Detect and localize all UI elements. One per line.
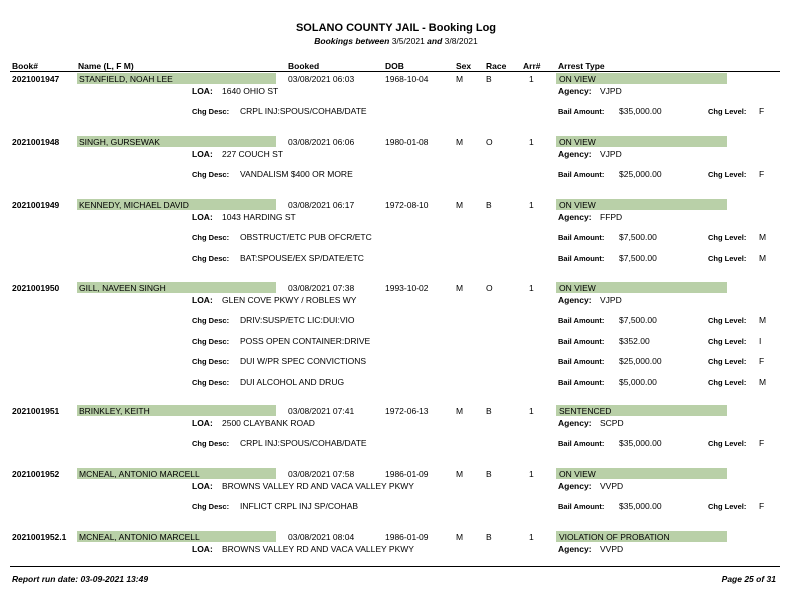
- charge-description: CRPL INJ:SPOUS/COHAB/DATE: [240, 438, 367, 448]
- arrest-type: ON VIEW: [559, 74, 596, 84]
- loa-label: LOA:: [192, 212, 213, 222]
- arrest-number: 1: [529, 137, 534, 147]
- date-of-birth: 1986-01-09: [385, 469, 429, 479]
- arrest-type: ON VIEW: [559, 137, 596, 147]
- charge-level: M: [759, 232, 767, 242]
- chg-level-label: Chg Level:: [708, 170, 747, 179]
- bail-amount: $25,000.00: [619, 356, 662, 366]
- bail-amount: $7,500.00: [619, 252, 657, 263]
- loa-label: LOA:: [192, 86, 213, 96]
- loa-value: BROWNS VALLEY RD AND VACA VALLEY PKWY: [222, 544, 414, 554]
- sex-value: M: [456, 406, 464, 416]
- booking-record: [0, 136, 792, 196]
- agency-label: Agency:: [558, 86, 592, 96]
- inmate-name: KENNEDY, MICHAEL DAVID: [79, 200, 189, 210]
- charge-level: M: [759, 315, 767, 325]
- bail-amount-label: Bail Amount:: [558, 357, 605, 366]
- bail-amount-label: Bail Amount:: [558, 439, 605, 448]
- loa-value: 1043 HARDING ST: [222, 212, 296, 222]
- bail-amount: $7,500.00: [619, 232, 657, 242]
- date-of-birth: 1980-01-08: [385, 137, 429, 147]
- booking-record: [0, 282, 792, 387]
- charge-description: DUI W/PR SPEC CONVICTIONS: [240, 356, 367, 366]
- bail-amount-label: Bail Amount:: [558, 107, 605, 116]
- charge-level: I: [759, 335, 762, 346]
- arrest-number: 1: [529, 74, 534, 84]
- page-number: Page 25 of 31: [721, 574, 776, 584]
- footer-divider: [10, 566, 780, 567]
- bail-amount: $25,000.00: [619, 169, 662, 179]
- chg-level-label: Chg Level:: [708, 107, 747, 116]
- inmate-name: BRINKLEY, KEITH: [79, 406, 150, 416]
- loa-label: LOA:: [192, 418, 213, 428]
- agency-label: Agency:: [558, 149, 592, 159]
- book-number: 2021001952.1: [12, 532, 67, 542]
- chg-desc-label: Chg Desc:: [192, 253, 230, 263]
- chg-desc-label: Chg Desc:: [192, 357, 230, 366]
- bail-amount-label: Bail Amount:: [558, 316, 605, 325]
- booking-record: [0, 468, 792, 528]
- loa-label: LOA:: [192, 544, 213, 554]
- bail-amount-label: Bail Amount:: [558, 253, 605, 263]
- bail-amount: $35,000.00: [619, 438, 662, 448]
- booked-datetime: 03/08/2021 07:58: [288, 469, 355, 479]
- bail-amount-label: Bail Amount:: [558, 502, 605, 511]
- book-number: 2021001951: [12, 406, 60, 416]
- agency-label: Agency:: [558, 481, 592, 491]
- loa-label: LOA:: [192, 481, 213, 491]
- charge-description: POSS OPEN CONTAINER:DRIVE: [240, 335, 371, 346]
- arrest-type: VIOLATION OF PROBATION: [559, 532, 670, 542]
- chg-desc-label: Chg Desc:: [192, 233, 230, 242]
- booked-datetime: 03/08/2021 06:17: [288, 200, 355, 210]
- bail-amount: $35,000.00: [619, 501, 662, 511]
- col-header-sex: Sex: [456, 61, 472, 71]
- col-header-booked: Booked: [288, 61, 320, 71]
- chg-desc-label: Chg Desc:: [192, 439, 230, 448]
- chg-level-label: Chg Level:: [708, 377, 747, 387]
- bail-amount: $352.00: [619, 335, 650, 346]
- col-header-book: Book#: [12, 61, 38, 71]
- agency-value: FFPD: [600, 212, 623, 222]
- booking-record: [0, 73, 792, 133]
- col-header-arrest-type: Arrest Type: [558, 61, 605, 71]
- col-header-arr: Arr#: [523, 61, 541, 71]
- booked-datetime: 03/08/2021 08:04: [288, 532, 355, 542]
- inmate-name: SINGH, GURSEWAK: [79, 137, 160, 147]
- report-title: SOLANO COUNTY JAIL - Booking Log: [295, 22, 497, 34]
- sex-value: M: [456, 283, 464, 293]
- report-subtitle: [0, 36, 792, 46]
- race-value: B: [486, 406, 492, 416]
- chg-level-label: Chg Level:: [708, 253, 747, 263]
- charge-level: F: [759, 169, 765, 179]
- race-value: B: [486, 532, 492, 542]
- arrest-type: SENTENCED: [559, 406, 612, 416]
- chg-level-label: Chg Level:: [708, 336, 747, 346]
- subtitle-and: and: [427, 36, 443, 46]
- bail-amount: $5,000.00: [619, 376, 657, 387]
- race-value: O: [486, 283, 493, 293]
- loa-label: LOA:: [192, 295, 213, 305]
- inmate-name: MCNEAL, ANTONIO MARCELL: [79, 469, 200, 479]
- sex-value: M: [456, 469, 464, 479]
- bail-amount: $35,000.00: [619, 106, 662, 116]
- arrest-type: ON VIEW: [559, 200, 596, 210]
- chg-desc-label: Chg Desc:: [192, 502, 230, 511]
- charge-description: OBSTRUCT/ETC PUB OFCR/ETC: [240, 232, 372, 242]
- charge-level: F: [759, 356, 765, 366]
- booking-record: [0, 199, 792, 263]
- agency-value: VVPD: [600, 481, 624, 491]
- arrest-number: 1: [529, 283, 534, 293]
- col-header-name: Name (L, F M): [78, 61, 134, 71]
- sex-value: M: [456, 137, 464, 147]
- bail-amount-label: Bail Amount:: [558, 336, 605, 346]
- charge-level: F: [759, 438, 765, 448]
- booked-datetime: 03/08/2021 07:38: [288, 283, 355, 293]
- header-divider: [10, 71, 780, 72]
- book-number: 2021001947: [12, 74, 60, 84]
- loa-value: 1640 OHIO ST: [222, 86, 279, 96]
- loa-value: 2500 CLAYBANK ROAD: [222, 418, 315, 428]
- loa-label: LOA:: [192, 149, 213, 159]
- date-of-birth: 1972-06-13: [385, 406, 429, 416]
- race-value: B: [486, 74, 492, 84]
- date-of-birth: 1968-10-04: [385, 74, 429, 84]
- charge-description: CRPL INJ:SPOUS/COHAB/DATE: [240, 106, 367, 116]
- chg-level-label: Chg Level:: [708, 439, 747, 448]
- agency-value: VJPD: [600, 295, 622, 305]
- arrest-number: 1: [529, 532, 534, 542]
- report-run-date: Report run date: 03-09-2021 13:49: [12, 574, 149, 584]
- bail-amount-label: Bail Amount:: [558, 233, 605, 242]
- book-number: 2021001948: [12, 137, 60, 147]
- subtitle-end-date: 3/8/2021: [444, 36, 478, 46]
- arrest-number: 1: [529, 406, 534, 416]
- subtitle-start-date: 3/5/2021: [391, 36, 425, 46]
- arrest-number: 1: [529, 200, 534, 210]
- charge-level: F: [759, 106, 765, 116]
- inmate-name: STANFIELD, NOAH LEE: [79, 74, 173, 84]
- agency-label: Agency:: [558, 418, 592, 428]
- race-value: B: [486, 200, 492, 210]
- loa-value: BROWNS VALLEY RD AND VACA VALLEY PKWY: [222, 481, 414, 491]
- charge-description: DRIV:SUSP/ETC LIC:DUI:VIO: [240, 315, 355, 325]
- charge-level: M: [759, 376, 767, 387]
- agency-value: VJPD: [600, 149, 622, 159]
- agency-value: VVPD: [600, 544, 624, 554]
- arrest-type: ON VIEW: [559, 469, 596, 479]
- date-of-birth: 1993-10-02: [385, 283, 429, 293]
- agency-label: Agency:: [558, 544, 592, 554]
- inmate-name: MCNEAL, ANTONIO MARCELL: [79, 532, 200, 542]
- chg-desc-label: Chg Desc:: [192, 316, 230, 325]
- charge-description: BAT:SPOUSE/EX SP/DATE/ETC: [240, 252, 364, 263]
- loa-value: GLEN COVE PKWY / ROBLES WY: [222, 295, 357, 305]
- agency-value: VJPD: [600, 86, 622, 96]
- date-of-birth: 1986-01-09: [385, 532, 429, 542]
- book-number: 2021001950: [12, 283, 60, 293]
- date-of-birth: 1972-08-10: [385, 200, 429, 210]
- chg-level-label: Chg Level:: [708, 357, 747, 366]
- race-value: B: [486, 469, 492, 479]
- booked-datetime: 03/08/2021 06:06: [288, 137, 355, 147]
- sex-value: M: [456, 200, 464, 210]
- chg-desc-label: Chg Desc:: [192, 107, 230, 116]
- booked-datetime: 03/08/2021 07:41: [288, 406, 355, 416]
- bail-amount: $7,500.00: [619, 315, 657, 325]
- bail-amount-label: Bail Amount:: [558, 377, 605, 387]
- loa-value: 227 COUCH ST: [222, 149, 283, 159]
- book-number: 2021001952: [12, 469, 60, 479]
- charge-description: VANDALISM $400 OR MORE: [240, 169, 353, 179]
- inmate-name: GILL, NAVEEN SINGH: [79, 283, 166, 293]
- bail-amount-label: Bail Amount:: [558, 170, 605, 179]
- sex-value: M: [456, 74, 464, 84]
- booked-datetime: 03/08/2021 06:03: [288, 74, 355, 84]
- charge-description: INFLICT CRPL INJ SP/COHAB: [240, 501, 359, 511]
- chg-desc-label: Chg Desc:: [192, 336, 230, 346]
- col-header-dob: DOB: [385, 61, 404, 71]
- chg-desc-label: Chg Desc:: [192, 170, 230, 179]
- subtitle-prefix: Bookings between: [314, 36, 390, 46]
- sex-value: M: [456, 532, 464, 542]
- charge-description: DUI ALCOHOL AND DRUG: [240, 376, 345, 387]
- chg-level-label: Chg Level:: [708, 233, 747, 242]
- chg-desc-label: Chg Desc:: [192, 377, 230, 387]
- book-number: 2021001949: [12, 200, 60, 210]
- agency-label: Agency:: [558, 212, 592, 222]
- agency-value: SCPD: [600, 418, 624, 428]
- chg-level-label: Chg Level:: [708, 316, 747, 325]
- chg-level-label: Chg Level:: [708, 502, 747, 511]
- race-value: O: [486, 137, 493, 147]
- agency-label: Agency:: [558, 295, 592, 305]
- col-header-race: Race: [486, 61, 507, 71]
- arrest-type: ON VIEW: [559, 283, 596, 293]
- charge-level: F: [759, 501, 765, 511]
- booking-record: [0, 405, 792, 465]
- arrest-number: 1: [529, 469, 534, 479]
- charge-level: M: [759, 252, 767, 263]
